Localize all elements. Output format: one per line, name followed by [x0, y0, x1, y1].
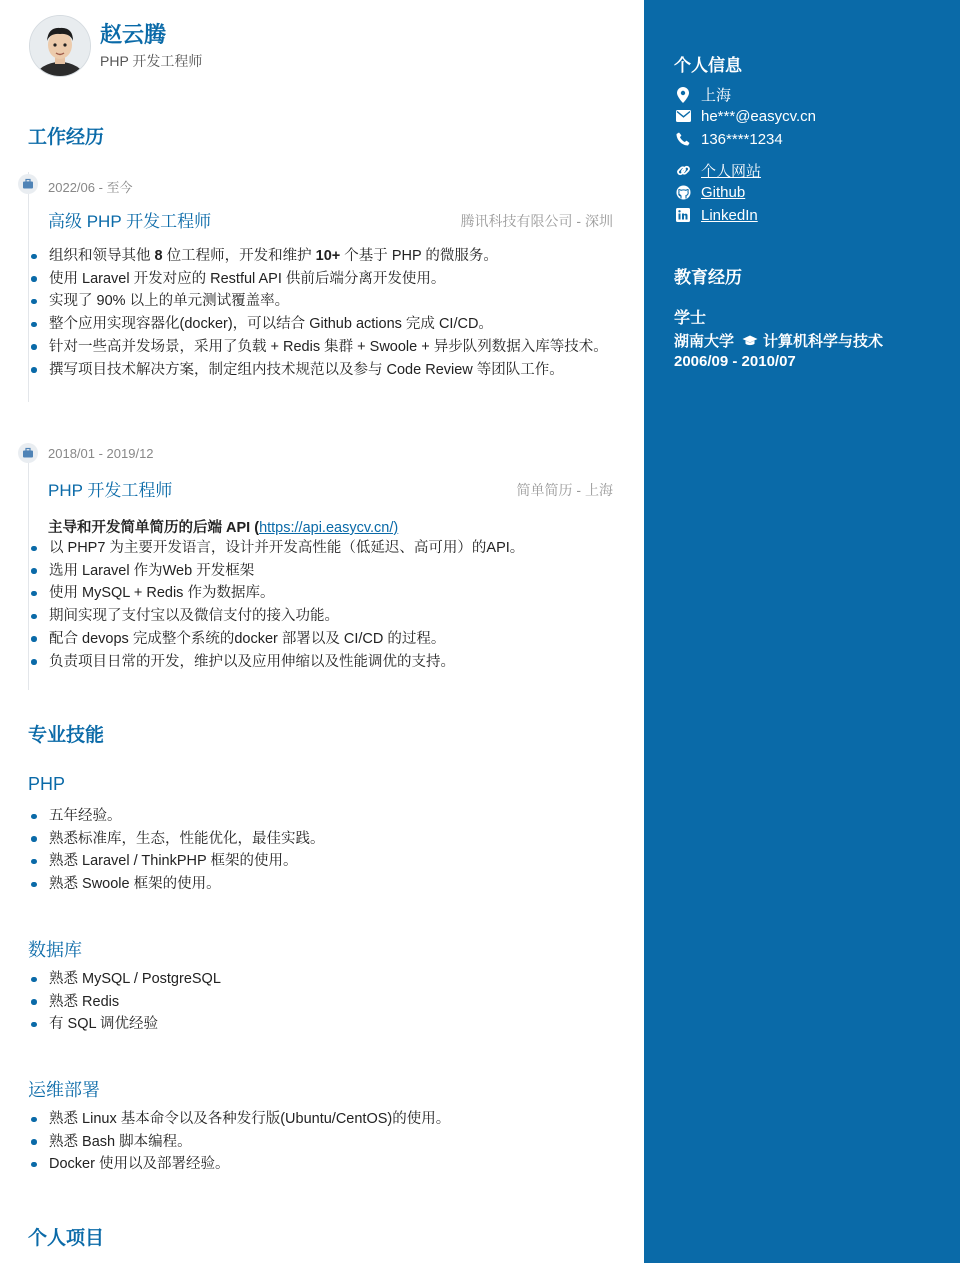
phone-text: 136****1234: [701, 130, 783, 148]
job-bullet-list: [30, 537, 615, 673]
list-item: 有 SQL 调优经验: [30, 1013, 615, 1036]
list-item: 熟悉 Swoole 框架的使用。: [30, 873, 615, 896]
person-title: PHP 开发工程师: [100, 53, 203, 69]
list-item: 熟悉标准库，生态，性能优化，最佳实践。: [30, 828, 615, 851]
briefcase-icon: [18, 174, 38, 194]
list-item: 五年经验。: [30, 805, 615, 828]
list-item: 整个应用实现容器化(docker)，可以结合 Github actions 完成 CI/CD。: [30, 313, 615, 336]
list-item: 熟悉 Laravel / ThinkPHP 框架的使用。: [30, 850, 615, 873]
location-row: [674, 84, 731, 105]
list-item: 熟悉 MySQL / PostgreSQL: [30, 968, 615, 991]
envelope-icon: [674, 107, 692, 125]
phone-icon: [674, 130, 692, 148]
skill-list: [30, 968, 615, 1036]
sidebar: [644, 0, 960, 1263]
list-item: 熟悉 Redis: [30, 991, 615, 1014]
email-row: [674, 107, 816, 125]
job-intro: [48, 516, 398, 537]
job-bullet-list: [30, 245, 615, 381]
major-name: 计算机科学与技术: [763, 333, 884, 350]
list-item: 使用 Laravel 开发对应的 Restful API 供前后端分离开发使用。: [30, 268, 615, 291]
briefcase-icon: [18, 443, 38, 463]
skill-list: [30, 805, 615, 896]
website-link[interactable]: 个人网站: [701, 163, 762, 180]
job-company: 腾讯科技有限公司 - 深圳: [460, 213, 613, 229]
job-date: 2018/01 - 2019/12: [48, 446, 154, 461]
list-item: 以 PHP7 为主要开发语言，设计并开发高性能（低延迟、高可用）的API。: [30, 537, 615, 560]
linkedin-icon: [674, 206, 692, 224]
list-item: 配合 devops 完成整个系统的docker 部署以及 CI/CD 的过程。: [30, 628, 615, 651]
linkedin-row: [674, 206, 758, 224]
github-row: [674, 183, 745, 201]
list-item: 负责项目日常的开发，维护以及应用伸缩以及性能调优的支持。: [30, 651, 615, 674]
skill-list: [30, 1108, 615, 1176]
list-item: 针对一些高并发场景，采用了负载 + Redis 集群 + Swoole + 异步队列数据入库等技术。: [30, 336, 615, 359]
github-link[interactable]: Github: [701, 183, 746, 201]
avatar: [29, 15, 91, 77]
skill-group-title: 数据库: [28, 940, 82, 960]
location-text: 上海: [701, 87, 732, 104]
skill-group-title: PHP: [28, 774, 66, 794]
job-date: 2022/06 - 至今: [48, 180, 133, 195]
person-name: 赵云腾: [100, 22, 167, 47]
degree: 学士: [674, 310, 707, 327]
list-item: 熟悉 Linux 基本命令以及各种发行版(Ubuntu/CentOS)的使用。: [30, 1108, 615, 1131]
section-work-title: 工作经历: [28, 127, 105, 148]
job-intro-text: 主导和开发简单简历的后端 API (: [48, 520, 260, 536]
job-title: PHP 开发工程师: [48, 481, 173, 500]
list-item: 熟悉 Bash 脚本编程。: [30, 1131, 615, 1154]
graduation-cap-icon: [742, 335, 758, 347]
linkedin-link[interactable]: LinkedIn: [701, 206, 758, 224]
api-link[interactable]: https://api.easycv.cn/): [259, 520, 399, 536]
job-title: 高级 PHP 开发工程师: [48, 212, 212, 231]
section-projects-title: 个人项目: [28, 1228, 105, 1249]
education-title: 教育经历: [674, 268, 742, 287]
list-item: 撰写项目技术解决方案，制定组内技术规范以及参与 Code Review 等团队工作。: [30, 359, 615, 382]
section-skills-title: 专业技能: [28, 725, 105, 746]
list-item: 使用 MySQL + Redis 作为数据库。: [30, 582, 615, 605]
email-text: he***@easycv.cn: [701, 107, 817, 125]
school-row: [674, 330, 883, 351]
timeline-line: [28, 172, 29, 402]
job-company: 简单简历 - 上海: [516, 482, 613, 498]
list-item: 选用 Laravel 作为Web 开发框架: [30, 560, 615, 583]
link-icon: [674, 162, 692, 180]
school-name: 湖南大学: [674, 333, 735, 350]
timeline-line: [28, 443, 29, 690]
github-icon: [674, 183, 692, 201]
skill-group-title: 运维部署: [28, 1080, 100, 1100]
list-item: 组织和领导其他 8 位工程师，开发和维护 10+ 个基于 PHP 的微服务。: [30, 245, 615, 268]
phone-row: [674, 130, 783, 148]
info-title: 个人信息: [674, 56, 742, 75]
website-row: [674, 160, 761, 181]
list-item: Docker 使用以及部署经验。: [30, 1153, 615, 1176]
education-date: 2006/09 - 2010/07: [674, 353, 796, 370]
map-pin-icon: [674, 86, 692, 104]
list-item: 期间实现了支付宝以及微信支付的接入功能。: [30, 605, 615, 628]
list-item: 实现了 90% 以上的单元测试覆盖率。: [30, 290, 615, 313]
